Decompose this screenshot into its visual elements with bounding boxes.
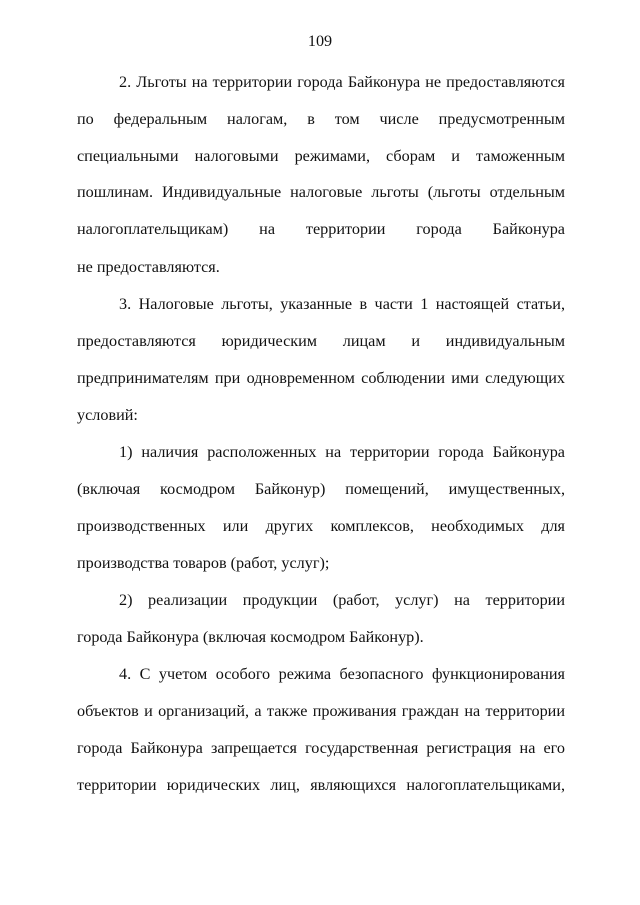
text-line: территории юридических лиц, являющихся налогоплательщиками,	[77, 776, 565, 794]
text-line: предпринимателям при одновременном соблюдении ими следующих	[77, 369, 565, 387]
text-line: условий:	[77, 406, 138, 424]
text-line: специальными налоговыми режимами, сборам и таможенным	[77, 147, 565, 165]
text-line: не предоставляются.	[77, 258, 220, 276]
text-line: 4. С учетом особого режима безопасного функционирования	[119, 665, 565, 683]
text-line: 2) реализации продукции (работ, услуг) на территории	[119, 591, 565, 609]
text-line: города Байконура (включая космодром Байконур).	[77, 628, 424, 646]
text-line: 2. Льготы на территории города Байконура не предоставляются	[119, 73, 565, 91]
text-line: (включая космодром Байконур) помещений, имущественных,	[77, 480, 565, 498]
text-line: производства товаров (работ, услуг);	[77, 554, 330, 572]
text-line: города Байконура запрещается государственная регистрация на его	[77, 739, 565, 757]
text-line: объектов и организаций, а также проживания граждан на территории	[77, 702, 565, 720]
text-line: налогоплательщикам) на территории города Байконура	[77, 220, 565, 238]
text-line: 1) наличия расположенных на территории города Байконура	[119, 443, 565, 461]
text-line: по федеральным налогам, в том числе предусмотренным	[77, 110, 565, 128]
text-line: предоставляются юридическим лицам и индивидуальным	[77, 332, 565, 350]
page-number: 109	[307, 32, 333, 50]
text-line: производственных или других комплексов, необходимых для	[77, 517, 565, 535]
text-line: 3. Налоговые льготы, указанные в части 1 настоящей статьи,	[119, 295, 565, 313]
text-line: пошлинам. Индивидуальные налоговые льготы (льготы отдельным	[77, 183, 565, 201]
